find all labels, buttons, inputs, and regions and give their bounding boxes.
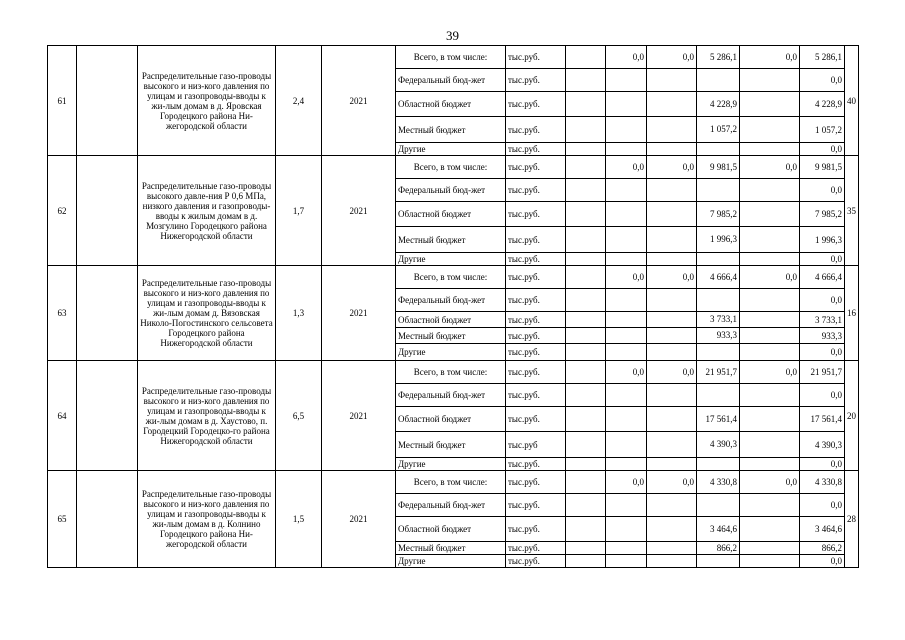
value-year-2	[647, 432, 697, 458]
value-year-1	[606, 407, 647, 432]
value-year-2: 0,0	[647, 471, 697, 494]
funding-source: Местный бюджет	[396, 117, 506, 143]
value-total: 3 733,1	[800, 312, 845, 328]
funding-source: Областной бюджет	[396, 517, 506, 542]
table-row	[48, 46, 859, 69]
unit-label: тыс.руб.	[506, 312, 566, 328]
value-year-4	[740, 432, 800, 458]
value-total: 933,3	[800, 328, 845, 344]
blank-cell	[566, 289, 606, 312]
value-total: 9 981,5	[800, 156, 845, 179]
value-total: 0,0	[800, 69, 845, 92]
blank-cell	[566, 517, 606, 542]
blank-cell	[566, 384, 606, 407]
value-year-3: 5 286,1	[697, 46, 740, 69]
unit-label: тыс.руб.	[506, 46, 566, 69]
value-year-1: 0,0	[606, 266, 647, 289]
blank-cell	[566, 407, 606, 432]
value-year-1: 0,0	[606, 46, 647, 69]
pipeline-length: 1,5	[276, 471, 322, 568]
blank-cell	[566, 312, 606, 328]
table-body	[48, 46, 859, 568]
funding-source: Федеральный бюд-жет	[396, 179, 506, 202]
value-total: 0,0	[800, 179, 845, 202]
row-number: 61	[48, 46, 77, 156]
blank-cell	[566, 458, 606, 471]
value-total: 0,0	[800, 253, 845, 266]
budget-table	[47, 45, 859, 568]
blank-cell	[566, 92, 606, 117]
blank-cell	[566, 117, 606, 143]
value-year-1	[606, 344, 647, 361]
households-count: 28	[845, 471, 859, 568]
value-year-3	[697, 555, 740, 568]
unit-label: тыс.руб	[506, 432, 566, 458]
value-year-4	[740, 458, 800, 471]
value-year-3: 4 666,4	[697, 266, 740, 289]
unit-label: тыс.руб.	[506, 384, 566, 407]
value-year-4	[740, 555, 800, 568]
value-year-3: 7 985,2	[697, 202, 740, 227]
funding-source: Другие	[396, 143, 506, 156]
value-year-2	[647, 344, 697, 361]
value-year-1	[606, 432, 647, 458]
value-year-2	[647, 517, 697, 542]
unit-label: тыс.руб.	[506, 289, 566, 312]
pipeline-length: 1,3	[276, 266, 322, 361]
row-number: 63	[48, 266, 77, 361]
value-year-3: 17 561,4	[697, 407, 740, 432]
value-year-4	[740, 227, 800, 253]
value-year-2	[647, 92, 697, 117]
funding-source: Федеральный бюд-жет	[396, 384, 506, 407]
pipeline-length: 2,4	[276, 46, 322, 156]
value-year-4	[740, 328, 800, 344]
value-year-2	[647, 179, 697, 202]
object-name: Распределительные газо-проводы высокого давле-ния Р 0,6 МПа, низкого давления и газопроводы-вводы к жилым домам в д. Мозгулино Городецкого района Нижегородской области	[138, 156, 276, 266]
value-year-3	[697, 69, 740, 92]
value-year-2	[647, 69, 697, 92]
unit-label: тыс.руб.	[506, 344, 566, 361]
unit-label: тыс.руб.	[506, 328, 566, 344]
blank-cell	[77, 266, 138, 361]
value-total: 866,2	[800, 542, 845, 555]
value-year-4	[740, 289, 800, 312]
funding-source: Всего, в том числе:	[396, 266, 506, 289]
value-year-2: 0,0	[647, 46, 697, 69]
value-total: 3 464,6	[800, 517, 845, 542]
value-year-4: 0,0	[740, 156, 800, 179]
value-total: 0,0	[800, 458, 845, 471]
value-year-3	[697, 494, 740, 517]
unit-label: тыс.руб.	[506, 361, 566, 384]
value-year-4	[740, 202, 800, 227]
value-year-1	[606, 517, 647, 542]
value-total: 7 985,2	[800, 202, 845, 227]
funding-source: Областной бюджет	[396, 92, 506, 117]
value-year-2: 0,0	[647, 156, 697, 179]
table-row	[48, 266, 859, 289]
unit-label: тыс.руб.	[506, 253, 566, 266]
value-year-2	[647, 407, 697, 432]
blank-cell	[566, 555, 606, 568]
unit-label: тыс.руб.	[506, 458, 566, 471]
value-total: 0,0	[800, 289, 845, 312]
value-year-4	[740, 179, 800, 202]
value-year-1	[606, 117, 647, 143]
value-total: 0,0	[800, 494, 845, 517]
blank-cell	[566, 156, 606, 179]
value-total: 1 996,3	[800, 227, 845, 253]
value-year-1: 0,0	[606, 471, 647, 494]
value-year-4	[740, 253, 800, 266]
value-year-1	[606, 494, 647, 517]
value-year-1	[606, 542, 647, 555]
value-year-3: 3 733,1	[697, 312, 740, 328]
pipeline-length: 1,7	[276, 156, 322, 266]
object-name: Распределительные газо-проводы высокого и низ-кого давления по улицам и газопроводы-вводы к жи-лым домам в д. Колнино Городецкого района Ни-жегородской области	[138, 471, 276, 568]
funding-source: Другие	[396, 253, 506, 266]
value-year-1	[606, 92, 647, 117]
funding-source: Федеральный бюд-жет	[396, 494, 506, 517]
households-count: 35	[845, 156, 859, 266]
blank-cell	[77, 46, 138, 156]
completion-year: 2021	[322, 156, 396, 266]
blank-cell	[77, 361, 138, 471]
value-year-3	[697, 143, 740, 156]
blank-cell	[77, 471, 138, 568]
blank-cell	[566, 143, 606, 156]
funding-source: Федеральный бюд-жет	[396, 69, 506, 92]
value-year-4: 0,0	[740, 471, 800, 494]
blank-cell	[566, 227, 606, 253]
unit-label: тыс.руб.	[506, 117, 566, 143]
value-total: 21 951,7	[800, 361, 845, 384]
value-year-1	[606, 143, 647, 156]
value-year-3: 866,2	[697, 542, 740, 555]
blank-cell	[566, 253, 606, 266]
value-total: 4 330,8	[800, 471, 845, 494]
households-count: 16	[845, 266, 859, 361]
object-name: Распределительные газо-проводы высокого и низ-кого давления по улицам и газопроводы-вводы к жи-лым домам д. Вязовская Николо-Погостинского сельсовета Городецкого района Нижегородской области	[138, 266, 276, 361]
value-year-1	[606, 384, 647, 407]
value-total: 0,0	[800, 143, 845, 156]
value-year-2	[647, 253, 697, 266]
value-year-4: 0,0	[740, 46, 800, 69]
value-total: 1 057,2	[800, 117, 845, 143]
value-year-1	[606, 202, 647, 227]
pipeline-length: 6,5	[276, 361, 322, 471]
value-year-4	[740, 542, 800, 555]
households-count: 20	[845, 361, 859, 471]
value-year-4	[740, 407, 800, 432]
blank-cell	[566, 542, 606, 555]
blank-cell	[566, 46, 606, 69]
completion-year: 2021	[322, 471, 396, 568]
value-year-2	[647, 494, 697, 517]
funding-source: Местный бюджет	[396, 432, 506, 458]
value-total: 0,0	[800, 384, 845, 407]
value-year-2	[647, 384, 697, 407]
value-year-4: 0,0	[740, 361, 800, 384]
blank-cell	[566, 494, 606, 517]
blank-cell	[566, 471, 606, 494]
value-year-4	[740, 344, 800, 361]
value-year-2: 0,0	[647, 361, 697, 384]
blank-cell	[566, 202, 606, 227]
value-year-3: 933,3	[697, 328, 740, 344]
funding-source: Всего, в том числе:	[396, 471, 506, 494]
funding-source: Другие	[396, 458, 506, 471]
value-year-3	[697, 289, 740, 312]
completion-year: 2021	[322, 266, 396, 361]
value-year-1	[606, 312, 647, 328]
unit-label: тыс.руб.	[506, 202, 566, 227]
unit-label: тыс.руб.	[506, 266, 566, 289]
value-year-3: 1 057,2	[697, 117, 740, 143]
value-year-3: 21 951,7	[697, 361, 740, 384]
value-year-1	[606, 289, 647, 312]
blank-cell	[566, 432, 606, 458]
table-row	[48, 156, 859, 179]
households-count: 40	[845, 46, 859, 156]
value-year-1: 0,0	[606, 361, 647, 384]
value-year-4	[740, 143, 800, 156]
funding-source: Местный бюджет	[396, 227, 506, 253]
unit-label: тыс.руб.	[506, 542, 566, 555]
value-total: 0,0	[800, 344, 845, 361]
blank-cell	[77, 156, 138, 266]
funding-source: Областной бюджет	[396, 312, 506, 328]
value-year-4	[740, 517, 800, 542]
funding-source: Другие	[396, 555, 506, 568]
funding-source: Местный бюджет	[396, 328, 506, 344]
value-year-3	[697, 384, 740, 407]
object-name: Распределительные газо-проводы высокого и низ-кого давления по улицам и газопроводы-вводы к жи-лым домам в д. Яровская Городецкого района Ни-жегородской области	[138, 46, 276, 156]
value-year-3: 4 228,9	[697, 92, 740, 117]
value-year-2	[647, 328, 697, 344]
unit-label: тыс.руб.	[506, 69, 566, 92]
row-number: 64	[48, 361, 77, 471]
value-total: 5 286,1	[800, 46, 845, 69]
funding-source: Всего, в том числе:	[396, 46, 506, 69]
value-year-3	[697, 344, 740, 361]
value-year-3	[697, 179, 740, 202]
unit-label: тыс.руб.	[506, 517, 566, 542]
funding-source: Всего, в том числе:	[396, 361, 506, 384]
unit-label: тыс.руб.	[506, 156, 566, 179]
funding-source: Областной бюджет	[396, 202, 506, 227]
value-year-1	[606, 69, 647, 92]
value-year-3: 4 330,8	[697, 471, 740, 494]
value-year-1	[606, 179, 647, 202]
completion-year: 2021	[322, 361, 396, 471]
funding-source: Областной бюджет	[396, 407, 506, 432]
value-year-2	[647, 458, 697, 471]
unit-label: тыс.руб.	[506, 92, 566, 117]
value-year-2	[647, 542, 697, 555]
funding-source: Другие	[396, 344, 506, 361]
value-year-4	[740, 312, 800, 328]
value-year-3: 1 996,3	[697, 227, 740, 253]
value-total: 17 561,4	[800, 407, 845, 432]
value-year-4	[740, 494, 800, 517]
value-year-4	[740, 117, 800, 143]
object-name: Распределительные газо-проводы высокого и низ-кого давления по улицам и газопроводы-вводы к жи-лым домам в д. Хаустово, п. Городецкий Городецко-го района Нижегородской области	[138, 361, 276, 471]
value-total: 4 228,9	[800, 92, 845, 117]
value-year-2	[647, 227, 697, 253]
blank-cell	[566, 344, 606, 361]
value-year-1	[606, 253, 647, 266]
value-year-2	[647, 143, 697, 156]
value-total: 0,0	[800, 555, 845, 568]
completion-year: 2021	[322, 46, 396, 156]
value-year-2	[647, 289, 697, 312]
blank-cell	[566, 266, 606, 289]
unit-label: тыс.руб.	[506, 227, 566, 253]
value-year-3	[697, 458, 740, 471]
value-total: 4 666,4	[800, 266, 845, 289]
value-year-4	[740, 384, 800, 407]
value-year-4: 0,0	[740, 266, 800, 289]
value-year-4	[740, 69, 800, 92]
value-year-2: 0,0	[647, 266, 697, 289]
value-year-3: 3 464,6	[697, 517, 740, 542]
value-year-1	[606, 458, 647, 471]
unit-label: тыс.руб.	[506, 494, 566, 517]
unit-label: тыс.руб.	[506, 407, 566, 432]
value-year-3: 4 390,3	[697, 432, 740, 458]
funding-source: Всего, в том числе:	[396, 156, 506, 179]
blank-cell	[566, 179, 606, 202]
blank-cell	[566, 328, 606, 344]
value-year-2	[647, 202, 697, 227]
row-number: 62	[48, 156, 77, 266]
funding-source: Федеральный бюд-жет	[396, 289, 506, 312]
table-row	[48, 471, 859, 494]
value-year-4	[740, 92, 800, 117]
value-year-1	[606, 227, 647, 253]
blank-cell	[566, 69, 606, 92]
value-year-1	[606, 555, 647, 568]
row-number: 65	[48, 471, 77, 568]
unit-label: тыс.руб.	[506, 179, 566, 202]
value-year-2	[647, 555, 697, 568]
value-year-3: 9 981,5	[697, 156, 740, 179]
value-year-3	[697, 253, 740, 266]
page-number: 39	[446, 28, 459, 43]
value-year-2	[647, 117, 697, 143]
value-year-1: 0,0	[606, 156, 647, 179]
value-year-1	[606, 328, 647, 344]
table-row	[48, 361, 859, 384]
unit-label: тыс.руб.	[506, 471, 566, 494]
unit-label: тыс.руб.	[506, 555, 566, 568]
value-year-2	[647, 312, 697, 328]
unit-label: тыс.руб.	[506, 143, 566, 156]
funding-source: Местный бюджет	[396, 542, 506, 555]
blank-cell	[566, 361, 606, 384]
value-total: 4 390,3	[800, 432, 845, 458]
